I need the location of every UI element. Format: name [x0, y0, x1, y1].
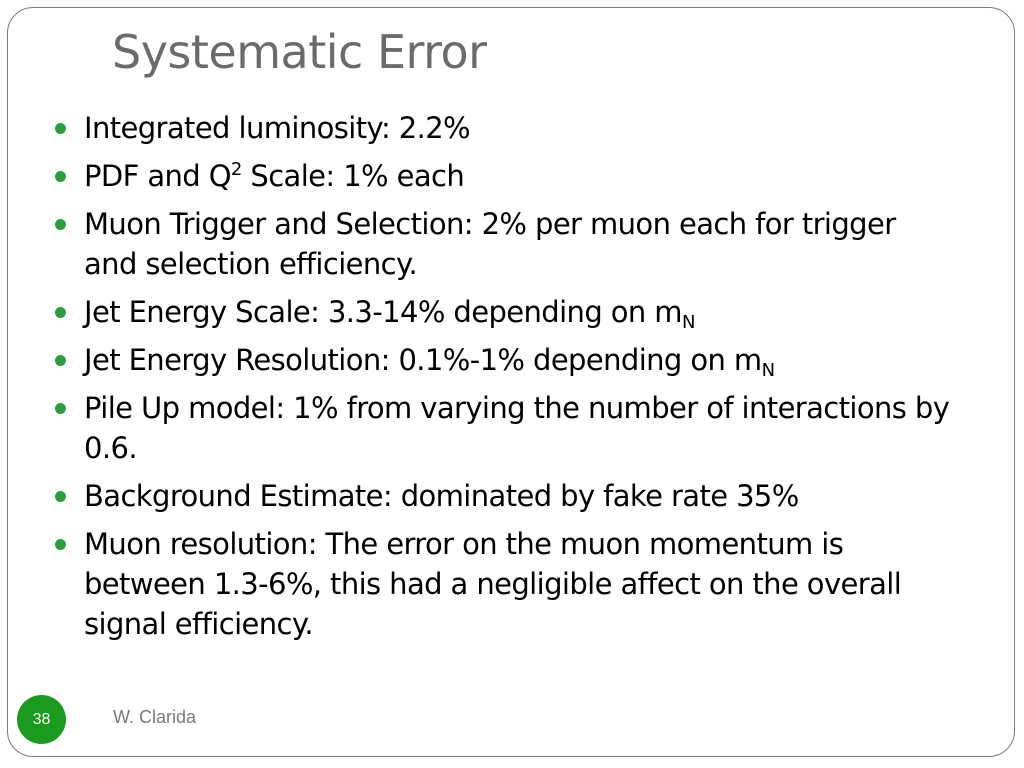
bullet-dot-icon — [55, 403, 66, 414]
bullet-luminosity — [55, 108, 955, 148]
bullet-list — [55, 108, 955, 652]
footer-author: W. Clarida — [113, 707, 197, 727]
bullet-dot-icon — [55, 539, 66, 550]
page-number-badge: 38 — [17, 695, 66, 744]
bullet-text: Jet Energy Resolution: 0.1%-1% depending on m — [84, 343, 762, 377]
bullet-text: Pile Up model: 1% from varying the number of interactions by 0.6. — [84, 391, 950, 465]
bullet-text: Background Estimate: dominated by fake rate 35% — [84, 479, 799, 513]
bullet-muon-trigger — [55, 204, 955, 284]
subscript: N — [761, 360, 775, 381]
bullet-dot-icon — [55, 219, 66, 230]
subscript: N — [681, 312, 695, 333]
slide-title: Systematic Error — [112, 25, 487, 79]
superscript: 2 — [230, 159, 242, 180]
bullet-muon-resolution — [55, 524, 955, 644]
bullet-jet-energy-scale — [55, 292, 955, 332]
bullet-background-estimate — [55, 476, 955, 516]
bullet-text: Integrated luminosity: 2.2% — [84, 111, 471, 145]
bullet-dot-icon — [55, 171, 66, 182]
bullet-text: Jet Energy Scale: 3.3-14% depending on m — [84, 295, 682, 329]
bullet-jet-energy-resolution — [55, 340, 955, 380]
bullet-text: Muon Trigger and Selection: 2% per muon each for trigger and selection efficiency. — [84, 207, 896, 281]
bullet-pile-up — [55, 388, 955, 468]
bullet-dot-icon — [55, 307, 66, 318]
bullet-pdf-scale — [55, 156, 955, 196]
bullet-dot-icon — [55, 355, 66, 366]
bullet-text: Scale: 1% each — [241, 159, 465, 193]
bullet-text: Muon resolution: The error on the muon momentum is between 1.3-6%, this had a negligible affect on the overall signal efficiency. — [84, 527, 902, 641]
bullet-dot-icon — [55, 491, 66, 502]
bullet-dot-icon — [55, 123, 66, 134]
bullet-text: PDF and Q — [84, 159, 231, 193]
